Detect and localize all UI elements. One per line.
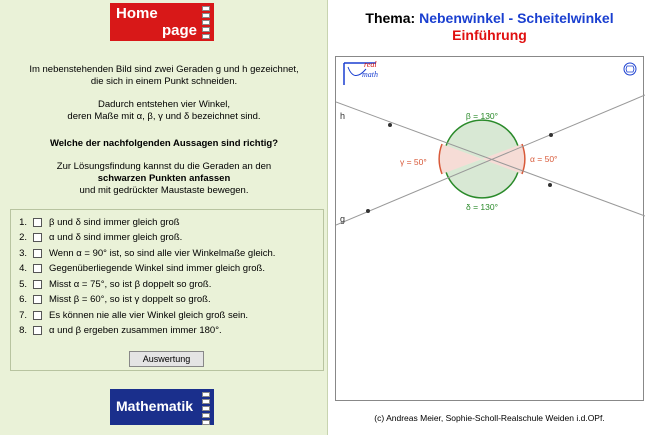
gamma-label: γ = 50° [400, 157, 427, 167]
question-row: 8. α und β ergeben zusammen immer 180°. [19, 324, 222, 336]
geometry-figure [336, 57, 645, 402]
question-row: 3. Wenn α = 90° ist, so sind alle vier Winkelmaße gleich. [19, 247, 276, 259]
stripes-icon [202, 392, 210, 427]
beta-label: β = 130° [465, 111, 499, 121]
mathematik-button[interactable] [110, 389, 214, 425]
question-row: 7. Es können nie alle vier Winkel gleich groß sein. [19, 309, 249, 321]
question-row: 4. Gegenüberliegende Winkel sind immer gleich groß. [19, 262, 265, 274]
credit-text: (c) Andreas Meier, Sophie-Scholl-Realschule Weiden i.d.OPf. [374, 413, 605, 423]
mathematik-label: Mathematik [116, 398, 194, 414]
label-h: h [340, 111, 346, 121]
reset-icon[interactable] [624, 63, 636, 75]
question-heading: Welche der nachfolgenden Aussagen sind richtig? [49, 138, 279, 149]
answer-checkbox[interactable] [33, 326, 42, 335]
home-page-button[interactable] [110, 3, 214, 41]
right-panel [329, 0, 650, 435]
question-row: 5. Misst α = 75°, so ist β doppelt so groß. [19, 278, 212, 290]
home-label: Home [116, 5, 158, 22]
drag-point[interactable] [548, 183, 552, 187]
delta-label: δ = 130° [466, 202, 498, 212]
questions-box [10, 209, 324, 371]
topic-title: Nebenwinkel - Scheitelwinkel [419, 10, 614, 26]
drag-point[interactable] [366, 209, 370, 213]
answer-checkbox[interactable] [33, 311, 42, 320]
page-label: page [162, 22, 198, 39]
alpha-label: α = 50° [530, 154, 558, 164]
geometry-canvas [335, 56, 644, 401]
question-row: 6. Misst β = 60°, so ist γ doppelt so groß. [19, 293, 211, 305]
question-row: 2. α und δ sind immer gleich groß. [19, 231, 183, 243]
logo-math: math [362, 70, 378, 79]
intro-paragraph-3: Zur Lösungsfindung kannst du die Geraden an den schwarzen Punkten anfassen und mit gedrückter Maustaste bewegen. [56, 161, 272, 196]
drag-point[interactable] [388, 123, 392, 127]
answer-checkbox[interactable] [33, 249, 42, 258]
realmath-logo [344, 60, 378, 85]
question-row: 1. β und δ sind immer gleich groß [19, 216, 180, 228]
answer-checkbox[interactable] [33, 280, 42, 289]
answer-checkbox[interactable] [33, 295, 42, 304]
answer-checkbox[interactable] [33, 233, 42, 242]
evaluate-button[interactable]: Auswertung [129, 351, 204, 367]
stripes-icon [202, 6, 210, 41]
page-subtitle: Einführung [452, 27, 527, 43]
logo-real: real [364, 60, 377, 69]
drag-point[interactable] [549, 133, 553, 137]
answer-checkbox[interactable] [33, 218, 42, 227]
intro-paragraph-2: Dadurch entstehen vier Winkel, deren Maße mit α, β, γ und δ bezeichnet sind. [67, 99, 261, 122]
label-g: g [340, 214, 346, 224]
page-title: Thema: Nebenwinkel - Scheitelwinkel [365, 10, 614, 26]
answer-checkbox[interactable] [33, 264, 42, 273]
intro-paragraph-1: Im nebenstehenden Bild sind zwei Geraden g und h gezeichnet, die sich in einem Punkt schneiden. [29, 64, 299, 87]
